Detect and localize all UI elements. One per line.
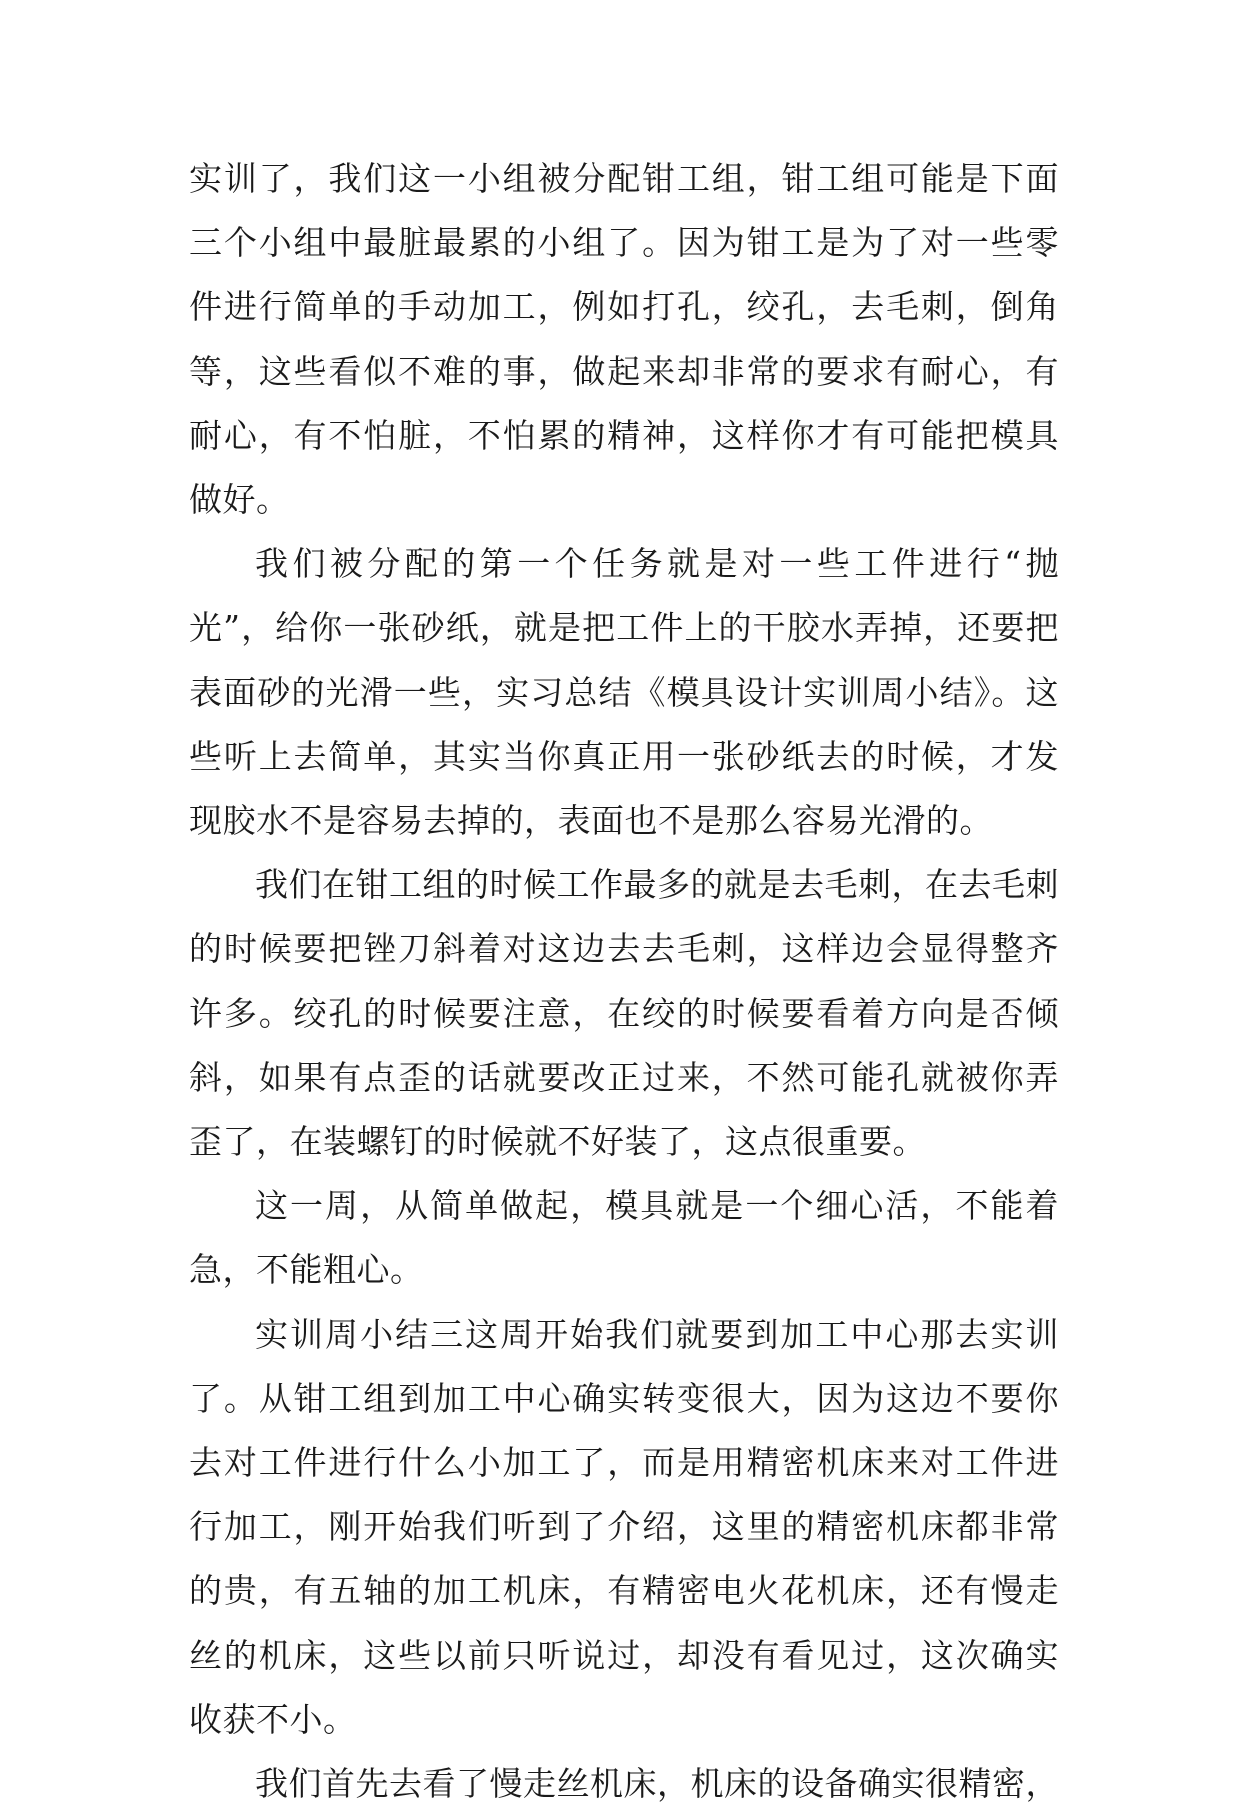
paragraph-2: 我们被分配的第一个任务就是对一些工件进行“抛光”，给你一张砂纸，就是把工件上的干胶水弄掉，还要把表面砂的光滑一些，实习总结《模具设计实训周小结》。这些听上去简单，其实当你真正用一张砂纸去的时候，才发现胶水不是容易去掉的，表面也不是那么容易光滑的。 xyxy=(189,544,1059,841)
document-body xyxy=(189,147,1059,1816)
paragraph-4: 这一周，从简单做起，模具就是一个细心活，不能着急，不能粗心。 xyxy=(189,1186,1059,1290)
paragraph-6: 我们首先去看了慢走丝机床，机床的设备确实很精密， xyxy=(255,1764,1059,1804)
paragraph-5: 实训周小结三这周开始我们就要到加工中心那去实训了。从钳工组到加工中心确实转变很大，因为这边不要你去对工件进行什么小加工了，而是用精密机床来对工件进行加工，刚开始我们听到了介绍，这里的精密机床都非常的贵，有五轴的加工机床，有精密电火花机床，还有慢走丝的机床，这些以前只听说过，却没有看见过，这次确实收获不小。 xyxy=(189,1314,1059,1739)
paragraph-3: 我们在钳工组的时候工作最多的就是去毛刺，在去毛刺的时候要把锉刀斜着对这边去去毛刺，这样边会显得整齐许多。绞孔的时候要注意，在绞的时候要看着方向是否倾斜，如果有点歪的话就要改正过来，不然可能孔就被你弄歪了，在装螺钉的时候就不好装了，这点很重要。 xyxy=(189,865,1059,1162)
paragraph-1: 实训了，我们这一小组被分配钳工组，钳工组可能是下面三个小组中最脏最累的小组了。因为钳工是为了对一些零件进行简单的手动加工，例如打孔，绞孔，去毛刺，倒角等，这些看似不难的事，做起来却非常的要求有耐心，有耐心，有不怕脏，不怕累的精神，这样你才有可能把模具做好。 xyxy=(189,159,1059,520)
